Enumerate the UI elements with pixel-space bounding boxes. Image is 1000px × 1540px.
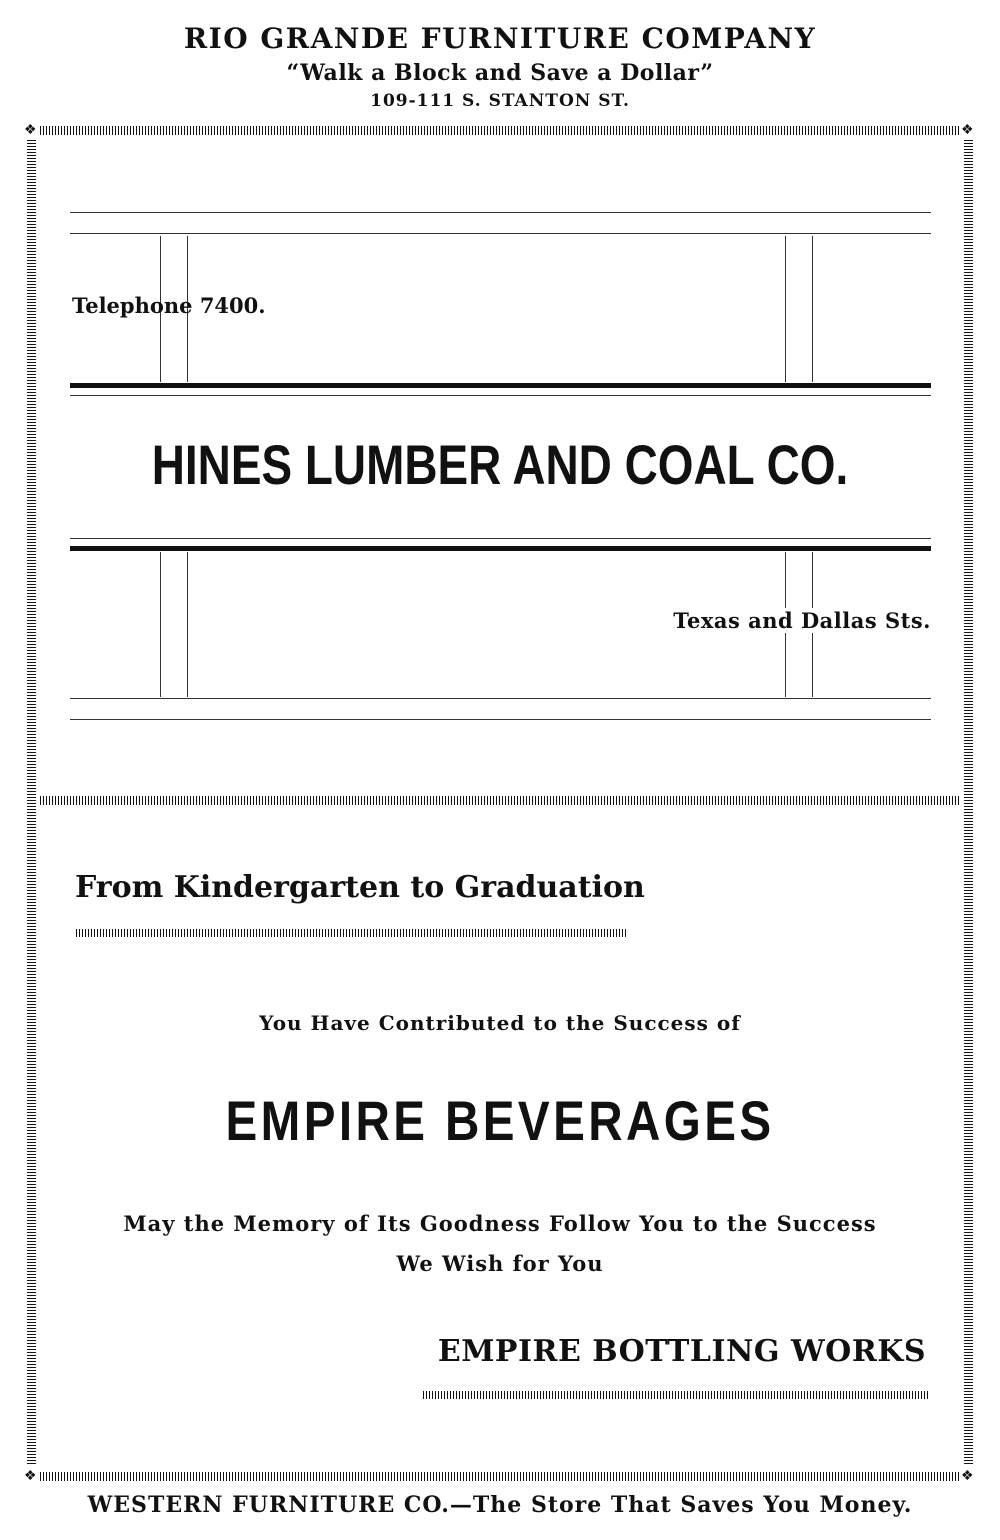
- hines-rule: [70, 212, 931, 213]
- corner-ornament-bottom-right: ❖: [961, 1468, 974, 1484]
- corner-ornament-top-right: ❖: [961, 122, 974, 138]
- hines-rule: [70, 538, 931, 539]
- empire-contributed-line: You Have Contributed to the Success of: [259, 1011, 741, 1035]
- hines-post-right: [812, 236, 813, 382]
- empire-memory-line-2: We Wish for You: [396, 1251, 604, 1276]
- hines-address: Texas and Dallas Sts.: [669, 608, 931, 633]
- empire-memory-line-1: May the Memory of Its Goodness Follow You to the Success: [123, 1211, 877, 1236]
- empire-headline-ornament-rule: [76, 929, 628, 937]
- frame-bottom-border: [40, 1472, 960, 1481]
- hines-company-name: HINES LUMBER AND COAL CO.: [151, 433, 849, 496]
- footer-advertisement: WESTERN FURNITURE CO.—The Store That Saves You Money.: [87, 1492, 913, 1518]
- hines-rule: [70, 719, 931, 720]
- header-company-name: RIO GRANDE FURNITURE COMPANY: [183, 22, 817, 55]
- empire-bottling-works: EMPIRE BOTTLING WORKS: [437, 1334, 926, 1369]
- hines-rule: [70, 395, 931, 396]
- hines-post-left: [160, 552, 161, 697]
- hines-thick-rule: [70, 546, 931, 551]
- hines-rule: [70, 698, 931, 699]
- empire-headline: From Kindergarten to Graduation: [75, 870, 645, 905]
- hines-thick-rule: [70, 383, 931, 388]
- corner-ornament-top-left: ❖: [24, 122, 37, 138]
- frame-top-border: [40, 126, 960, 135]
- corner-ornament-bottom-left: ❖: [24, 1468, 37, 1484]
- hines-post-right: [785, 236, 786, 382]
- hines-telephone: Telephone 7400.: [72, 293, 266, 318]
- header-slogan: “Walk a Block and Save a Dollar”: [286, 60, 714, 86]
- hines-rule: [70, 233, 931, 234]
- empire-brand-name: EMPIRE BEVERAGES: [225, 1089, 775, 1152]
- hines-post-left: [187, 552, 188, 697]
- header-address: 109-111 S. STANTON ST.: [370, 91, 630, 111]
- empire-bottling-ornament-rule: [423, 1391, 928, 1399]
- frame-middle-border: [40, 796, 960, 805]
